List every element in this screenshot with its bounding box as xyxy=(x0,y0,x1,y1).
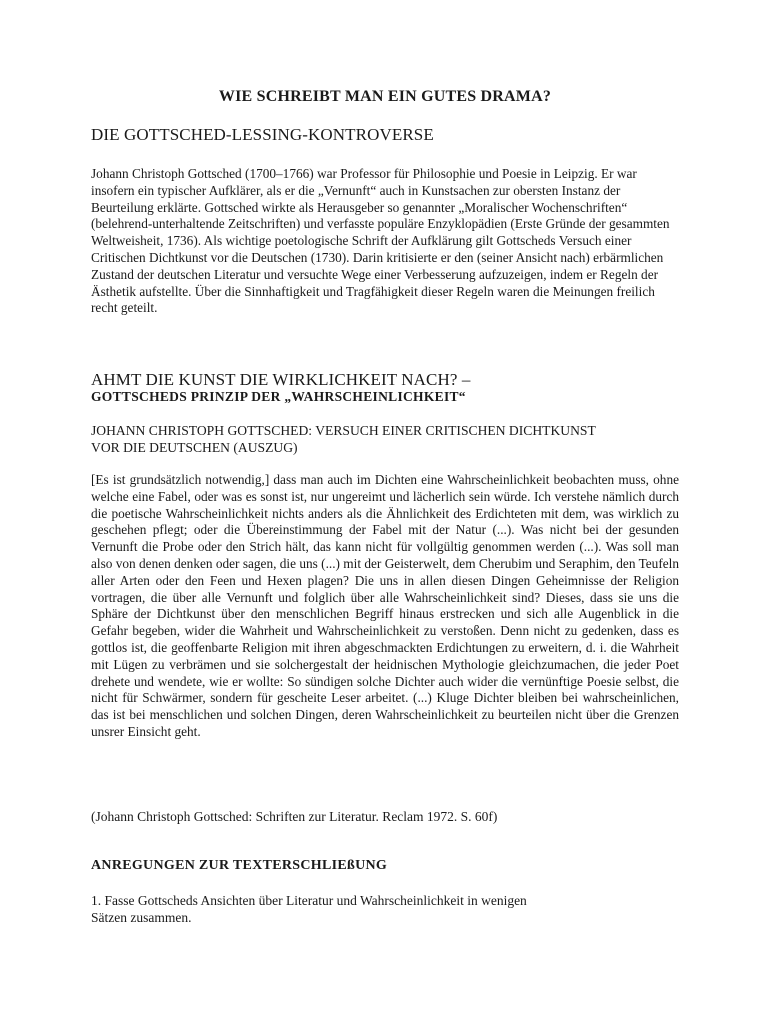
source-title-line-2: VOR DIE DEUTSCHEN (AUSZUG) xyxy=(91,440,298,455)
section-subheading-probability: GOTTSCHEDS PRINZIP DER „WAHRSCHEINLICHKEIT“ xyxy=(91,389,466,404)
section-heading-controversy: DIE GOTTSCHED-LESSING-KONTROVERSE xyxy=(91,125,434,144)
source-title-line-1: JOHANN CHRISTOPH GOTTSCHED: VERSUCH EINER CRITISCHEN DICHTKUNST xyxy=(91,423,596,438)
quote-paragraph: [Es ist grundsätzlich notwendig,] dass man auch im Dichten eine Wahrscheinlichkeit beobachten muss, ohne welche eine Fabel, oder was es sonst ist, nur ungereimt und lächerlich sein würde. Ich verstehe nämlich durch die poetische Wahrscheinlichkeit nichts anders als die Ähnlichkeit des Erdichteten mit dem, was wirklich zu geschehen pflegt; oder die Übereinstimmung der Fabel mit der Natur (...). Was nicht bei der gesunden Vernunft die Probe oder den Strich hält, das kann nicht für vollgültig genommen werden (...). Was soll man also von denen denken oder sagen, die uns (...) mit der Geisterwelt, dem Cherubim und Seraphim, den Teufeln aller Arten oder den Feen und Hexen plagen? Die uns in allen diesen Dingen Geheimnisse der Religion vortragen, die über alle Vernunft und folglich über alle Wahrscheinlichkeit sind? Dieses, dass sie uns die Sphäre der Dichtkunst über den menschlichen Begriff hinaus erstrecken und sich alle Augenblick in die Gefahr begeben, wider die Wahrheit und Wahrscheinlichkeit zu verstoßen. Denn nicht zu gedenken, dass es gottlos ist, die geoffenbarte Religion mit ihren abgeschmackten Erdichtungen zu erweitern, d. i. die Wahrheit mit Lügen zu verbrämen und sie solchergestalt der heidnischen Mythologie gleichzumachen, die jeder Poet drehete und wendete, wie er wollte: So sündigen solche Dichter auch wider die vernünftige Poesie selbst, die nicht für Schwärmer, sondern für gescheite Leser arbeitet. (...) Kluge Dichter bleiben bei wahrscheinlichen, das ist bei menschlichen und solchen Dingen, deren Wahrscheinlichkeit zu beurteilen nicht über die Grenzen unsrer Einsicht geht. xyxy=(91,472,679,739)
section-heading-imitation: AHMT DIE KUNST DIE WIRKLICHKEIT NACH? – xyxy=(91,370,471,389)
section-heading-tasks: ANREGUNGEN ZUR TEXTERSCHLIEßUNG xyxy=(91,858,388,873)
intro-paragraph: Johann Christoph Gottsched (1700–1766) war Professor für Philosophie und Poesie in Leipzig. Er war insofern ein typischer Aufklärer, als er die „Vernunft“ auch in Kunstsachen zur obersten Instanz der Beurteilung erklärte. Gottsched wirkte als Herausgeber so genannter „Moralischer Wochenschriften“ (belehrend-unterhaltende Zeitschriften) und verfasste populäre Enzyklopädien (Erste Gründe der gesammten Weltweisheit, 1736). Als wichtige poetologische Schrift der Aufklärung gilt Gottscheds Versuch einer Critischen Dichtkunst vor die Deutschen (1730). Darin kritisierte er den (seiner Ansicht nach) erbärmlichen Zustand der deutschen Literatur und versuchte Wege einer Verbesserung aufzuzeigen, indem er Regeln der Ästhetik aufstellte. Über die Sinnhaftigkeit und Tragfähigkeit dieser Regeln waren die Meinungen freilich recht geteilt. xyxy=(91,166,670,316)
citation: (Johann Christoph Gottsched: Schriften zur Literatur. Reclam 1972. S. 60f) xyxy=(91,809,498,824)
task-1-line-2: Sätzen zusammen. xyxy=(91,910,192,925)
task-1-line-1: 1. Fasse Gottscheds Ansichten über Literatur und Wahrscheinlichkeit in wenigen xyxy=(91,893,527,908)
page-title: WIE SCHREIBT MAN EIN GUTES DRAMA? xyxy=(218,88,552,105)
